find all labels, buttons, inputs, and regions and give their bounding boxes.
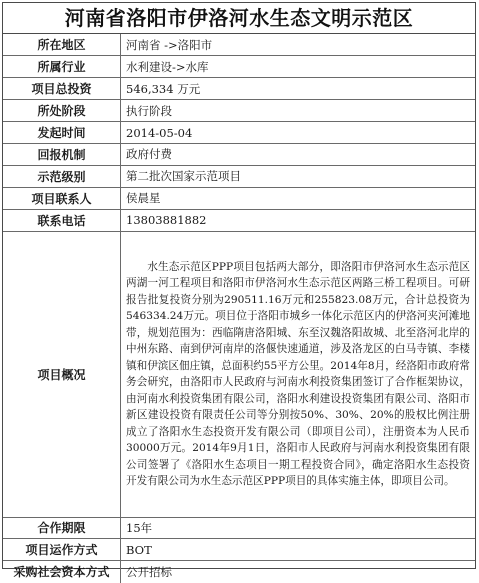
field-value-start-date: 2014-05-04 xyxy=(121,122,476,144)
table-row xyxy=(3,539,475,561)
table-row xyxy=(3,122,475,144)
field-value-phone: 13803881882 xyxy=(121,209,476,231)
table-row xyxy=(3,209,475,231)
field-label-start-date: 发起时间 xyxy=(3,122,121,144)
project-info-sheet xyxy=(2,2,476,580)
table-row xyxy=(3,143,475,165)
table-row xyxy=(3,517,475,539)
field-label-contact: 项目联系人 xyxy=(3,187,121,209)
field-value-overview: 水生态示范区PPP项目包括两大部分，即洛阳市伊洛河水生态示范区两湖一河工程项目和洛阳市伊洛河水生态示范区两路三桥工程项目。可研报告批复投资分别为290511.16万元和255823.08万元，合计总投资为546334.24万元。项目位于洛阳市城乡一体化示范区内的伊洛河夹河滩地带，规划范围为：西临隋唐洛阳城、东至汉魏洛阳故城、北至洛河北岸的中州东路、南到伊河南岸的洛偃快速通道，涉及洛龙区的白马寺镇、李楼镇和伊滨区佃庄镇，总面积约55平方公里。2014年8月，经洛阳市政府常务会研究，由洛阳市人民政府与河南水利投资集团签订了合作框架协议，由河南水利投资集团有限公司，洛阳水利建设投资集团有限公司、洛阳市新区建设投资有限责任公司等分别按50%、30%、20%的股权比例注册成立了洛阳水生态投资开发有限公司（即项目公司），注册资本为人民币30000万元。2014年9月1日，洛阳市人民政府与河南水利投资集团有限公司签署了《洛阳水生态项目一期工程投资合同》，确定洛阳水生态投资开发有限公司为水生态示范区PPP项目的具体实施主体，即项目公司。 xyxy=(121,231,476,517)
field-label-total-investment: 项目总投资 xyxy=(3,78,121,100)
field-label-region: 所在地区 xyxy=(3,34,121,56)
table-row xyxy=(3,187,475,209)
table-row xyxy=(3,231,475,517)
field-value-demo-level: 第二批次国家示范项目 xyxy=(121,165,476,187)
document-title: 河南省洛阳市伊洛河水生态文明示范区 xyxy=(3,3,475,34)
field-value-contact: 侯晨星 xyxy=(121,187,476,209)
field-label-stage: 所处阶段 xyxy=(3,100,121,122)
field-label-procurement: 采购社会资本方式 xyxy=(3,561,121,583)
field-value-region: 河南省 ->洛阳市 xyxy=(121,34,476,56)
field-label-return-mechanism: 回报机制 xyxy=(3,143,121,165)
field-value-total-investment: 546,334 万元 xyxy=(121,78,476,100)
table-row xyxy=(3,56,475,78)
field-value-operation-mode: BOT xyxy=(121,539,476,561)
table-row xyxy=(3,100,475,122)
table-row xyxy=(3,561,475,583)
table-row xyxy=(3,165,475,187)
table-row xyxy=(3,78,475,100)
field-value-procurement: 公开招标 xyxy=(121,561,476,583)
field-label-operation-mode: 项目运作方式 xyxy=(3,539,121,561)
project-info-table xyxy=(3,34,475,583)
field-label-phone: 联系电话 xyxy=(3,209,121,231)
field-value-stage: 执行阶段 xyxy=(121,100,476,122)
field-label-industry: 所属行业 xyxy=(3,56,121,78)
field-label-demo-level: 示范级别 xyxy=(3,165,121,187)
field-value-term: 15年 xyxy=(121,517,476,539)
field-label-term: 合作期限 xyxy=(3,517,121,539)
field-value-return-mechanism: 政府付费 xyxy=(121,143,476,165)
field-label-overview: 项目概况 xyxy=(3,231,121,517)
table-row xyxy=(3,34,475,56)
field-value-industry: 水利建设->水库 xyxy=(121,56,476,78)
